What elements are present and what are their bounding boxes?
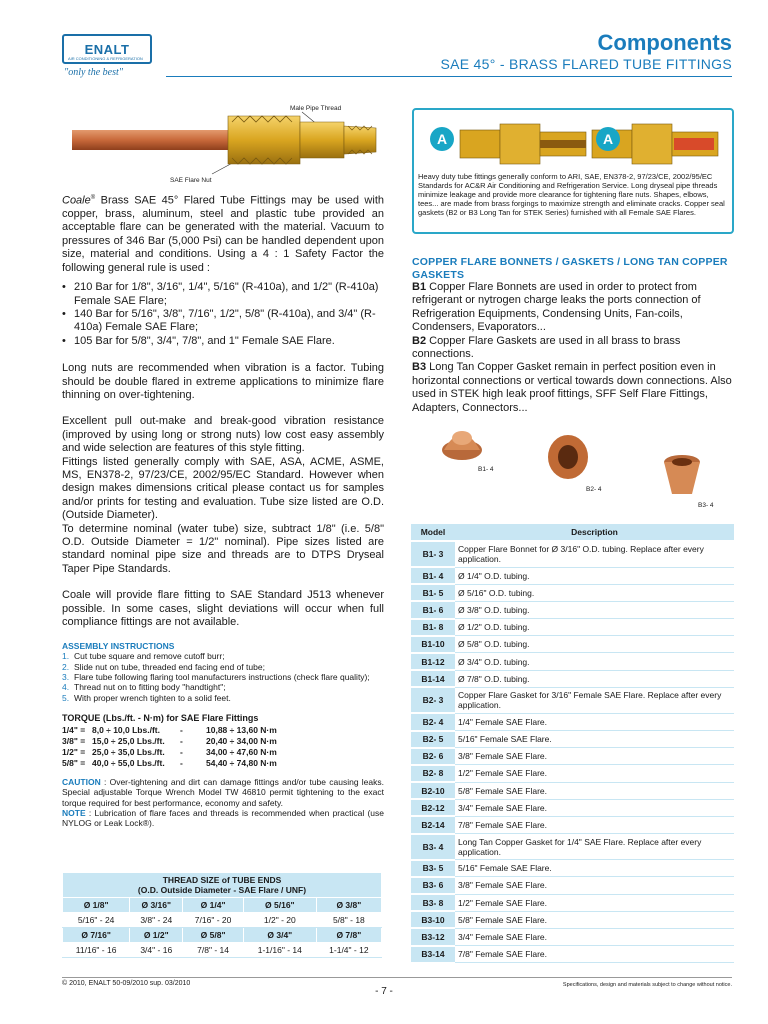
header-rule [166, 76, 732, 77]
model-row [411, 894, 734, 911]
model-code: B1- 3 [411, 541, 455, 567]
long-nuts-paragraph: Long nuts are recommended when vibration is a factor. Tubing should be double flared in extreme applications to minimize flare thinning on over-tightening. [62, 362, 384, 401]
model-row [411, 653, 734, 670]
model-code: B1- 8 [411, 619, 455, 636]
model-code: B3- 4 [411, 834, 455, 860]
fitting-cutaway-image [454, 118, 594, 170]
model-code: B2- 5 [411, 731, 455, 748]
b1-paragraph: B1 Copper Flare Bonnets are used in order to protect from refrigerant or nytrogen charge leaks the ports connection of Refrigeration Equipments, Condensing Units, Fan-coils, Condensers, Evaporators... [412, 281, 701, 334]
coale-brand: Coale [62, 194, 91, 207]
pressure-list [62, 281, 384, 348]
gaskets-heading: COPPER FLARE BONNETS / GASKETS / LONG TAN COPPER GASKETS [412, 256, 728, 281]
model-description: 3/8" Female SAE Flare. [455, 748, 734, 765]
enalt-logo [62, 34, 158, 82]
b1-image-label: B1- 4 [478, 466, 494, 473]
bonnet-image [440, 424, 484, 462]
flare-nut-label: SAE Flare Nut [170, 177, 212, 184]
model-table-body [411, 541, 734, 963]
model-row [411, 601, 734, 618]
model-code: B2- 4 [411, 713, 455, 730]
pressure-item: • 105 Bar for 5/8", 3/4", 7/8", and 1" Female SAE Flare. [62, 335, 384, 348]
model-description: Ø 1/4" O.D. tubing. [455, 567, 734, 584]
b2-paragraph: B2 Copper Flare Gaskets are used in all brass to brass connections. [412, 334, 681, 361]
model-row [411, 713, 734, 730]
intro-paragraph [62, 192, 384, 275]
badge-a: A [596, 127, 620, 151]
model-code: B1- 4 [411, 567, 455, 584]
model-row [411, 670, 734, 687]
assembly-step: 1. Cut tube square and remove cutoff burr; [62, 651, 225, 662]
nominal-size-paragraph: To determine nominal (water tube) size, subtract 1/8" (i.e. 5/8" O.D. Outside Diameter = 1/2" nominal). Pipe sizes listed are standard nominal pipe size and threads are to DTPS Dryseal Taper Pipe Standards. [62, 522, 384, 575]
thread-size-table [62, 872, 382, 958]
flare-fitting-illustration [62, 100, 382, 190]
male-thread-label: Male Pipe Thread [290, 105, 342, 112]
assembly-step: 4. Thread nut on to fitting body "handtight"; [62, 682, 226, 693]
thread-row: 5/16" - 24 3/8" - 24 7/16" - 20 1/2" - 20 5/8" - 18 [63, 913, 382, 928]
info-box-text: Heavy duty tube fittings generally conform to ARI, SAE, EN378-2, 97/23/CE, 2002/95/EC Standards for AC&R Air Conditioning and Refrigeration Service. Long dryseal pipe threads minimize leakage and provide more clearance for tightening flare nuts. Shapes, elbows, tees... are made from brass forgings to maximize strength and eliminate cracks. Copper seal gaskets (B2 or B3 Long Tan for STEK Series) furnished with all Female SAE Flares. [418, 172, 725, 217]
model-row [411, 636, 734, 653]
model-row [411, 799, 734, 816]
model-row [411, 619, 734, 636]
model-code: B3- 6 [411, 877, 455, 894]
right-column [412, 256, 734, 415]
logo-box [62, 34, 152, 64]
torque-row: 3/8" = 15,0 ÷ 25,0 Lbs./ft. - 20,40 ÷ 34,00 N·m [62, 735, 277, 746]
registered-mark: ® [90, 195, 96, 201]
page-title: Components [597, 30, 732, 55]
torque-title: TORQUE (Lbs./ft. - N·m) for SAE Flare Fittings [62, 712, 259, 723]
model-description: 7/8" Female SAE Flare. [455, 946, 734, 963]
model-description: 5/8" Female SAE Flare. [455, 782, 734, 799]
b3-paragraph: B3 Long Tan Copper Gasket remain in perfect position even in horizontal connections or vertical towards down connections. Also used in STEK high leak proof fittings, SFF Self Flare Fittings, Adapters, Connectors... [412, 361, 732, 414]
model-description: 3/4" Female SAE Flare. [455, 928, 734, 945]
model-code: B2- 6 [411, 748, 455, 765]
model-description: 5/16" Female SAE Flare. [455, 731, 734, 748]
model-description: 3/8" Female SAE Flare. [455, 877, 734, 894]
model-code: B2-14 [411, 816, 455, 833]
model-code: B3-10 [411, 911, 455, 928]
model-code: B2- 8 [411, 765, 455, 782]
gasket-images [412, 420, 734, 516]
page-subtitle: SAE 45° - BRASS FLARED TUBE FITTINGS [440, 56, 732, 72]
torque-table [62, 725, 384, 769]
torque-row: 1/2" = 25,0 ÷ 35,0 Lbs./ft. - 34,00 ÷ 47,60 N·m [62, 746, 277, 757]
assembly-title: ASSEMBLY INSTRUCTIONS [62, 641, 175, 652]
model-row [411, 834, 734, 860]
model-row [411, 731, 734, 748]
thread-table-title: THREAD SIZE of TUBE ENDS (O.D. Outside Diameter - SAE Flare / UNF) [63, 873, 382, 898]
model-description: Ø 1/2" O.D. tubing. [455, 619, 734, 636]
long-tan-gasket-image [662, 454, 702, 498]
footer-copyright: © 2010, ENALT 50-09/2010 sup. 03/2010 [62, 980, 191, 987]
model-row [411, 946, 734, 963]
model-description: 1/4" Female SAE Flare. [455, 713, 734, 730]
model-description: 3/4" Female SAE Flare. [455, 799, 734, 816]
assembly-steps [62, 651, 384, 702]
model-description: 1/2" Female SAE Flare. [455, 894, 734, 911]
model-row [411, 928, 734, 945]
model-row [411, 687, 734, 713]
model-code: B2-12 [411, 799, 455, 816]
description-header: Description [455, 524, 734, 541]
model-row [411, 748, 734, 765]
note-label: NOTE [62, 807, 86, 818]
model-row [411, 877, 734, 894]
b2-image-label: B2- 4 [586, 486, 602, 493]
heavy-duty-info-box [412, 108, 734, 234]
model-code: B2-10 [411, 782, 455, 799]
diameter-row: Ø 1/8" Ø 3/16" Ø 1/4" Ø 5/16" Ø 3/8" [63, 898, 382, 913]
assembly-step: 3. Flare tube following flaring tool manufacturers instructions (check flare quality); [62, 672, 370, 683]
model-description: Ø 5/16" O.D. tubing. [455, 584, 734, 601]
torque-row: 5/8" = 40,0 ÷ 55,0 Lbs./ft. - 54,40 ÷ 74,80 N·m [62, 757, 277, 768]
pull-out-paragraph: Excellent pull out-make and break-good vibration resistance (improved by using long or strong nuts) low cost easy assembly and wide selection are features of this style fitting. [62, 415, 384, 455]
caution-label: CAUTION [62, 776, 101, 787]
logo-tagline: "only the best" [64, 67, 123, 78]
model-description: Copper Flare Gasket for 3/16" Female SAE Flare. Replace after every application. [455, 687, 734, 713]
gasket-image [546, 434, 590, 480]
model-row [411, 765, 734, 782]
model-row [411, 816, 734, 833]
model-row [411, 911, 734, 928]
model-description: Long Tan Copper Gasket for 1/4" SAE Flare. Replace after every application. [455, 834, 734, 860]
torque-row: 1/4" = 8,0 ÷ 10,0 Lbs./ft. - 10,88 ÷ 13,60 N·m [62, 724, 277, 735]
caution-paragraph: CAUTION : Over-tightening and dirt can damage fittings and/or tube causing leaks. Special adjustable Torque Wrench Model TW 46810 permit tightening to the exact torque required for best performance, economy and safety. [62, 776, 384, 808]
model-description: Ø 5/8" O.D. tubing. [455, 636, 734, 653]
model-description: 1/2" Female SAE Flare. [455, 765, 734, 782]
model-row [411, 584, 734, 601]
model-code: B2- 3 [411, 687, 455, 713]
model-description: 5/8" Female SAE Flare. [455, 911, 734, 928]
assembly-step: 2. Slide nut on tube, threaded end facing end of tube; [62, 661, 265, 672]
coale-paragraph: Coale will provide flare fitting to SAE Standard J513 whenever possible. In some cases, slight deviations will occur when full compliance fittings are not available. [62, 589, 384, 629]
model-code: B1- 5 [411, 584, 455, 601]
compliance-paragraph: Fittings listed generally comply with SAE, ASA, ACME, ASME, MS, EN378-2, 97/23/CE, 2002/95/EC Standard. However when design makes dimensions critical please contact us for samples and/or prints for testing and evaluation. Tube size listed are O.D. (Outside Diameter). [62, 455, 384, 522]
diameter-row: Ø 7/16" Ø 1/2" Ø 5/8" Ø 3/4" Ø 7/8" [63, 928, 382, 943]
model-code: B3- 8 [411, 894, 455, 911]
model-code: B3-14 [411, 946, 455, 963]
model-description: 7/8" Female SAE Flare. [455, 816, 734, 833]
footer-disclaimer: Specifications, design and materials subject to change without notice. [562, 982, 732, 988]
left-column [62, 192, 384, 828]
model-row [411, 860, 734, 877]
model-description: 5/16" Female SAE Flare. [455, 860, 734, 877]
badge-a: A [430, 127, 454, 151]
logo-brand: ENALT [84, 41, 130, 57]
model-description: Ø 3/4" O.D. tubing. [455, 653, 734, 670]
logo-subtitle: AIR CONDITIONING & REFRIGERATION [68, 56, 143, 61]
model-code: B1-12 [411, 653, 455, 670]
model-code: B1-10 [411, 636, 455, 653]
model-code: B1-14 [411, 670, 455, 687]
model-table [411, 524, 734, 964]
model-code: B3- 5 [411, 860, 455, 877]
model-code: B1- 6 [411, 601, 455, 618]
b3-image-label: B3- 4 [698, 502, 714, 509]
model-header: Model [411, 524, 455, 541]
model-row [411, 567, 734, 584]
thread-row: 11/16" - 16 3/4" - 16 7/8" - 14 1-1/16" - 14 1-1/4" - 12 [63, 943, 382, 958]
pressure-item: • 140 Bar for 5/16", 3/8", 7/16", 1/2", 5/8" (R-410a), and 3/4" (R-410a) Female SAE Flare; [62, 308, 384, 335]
page-number: - 7 - [375, 986, 393, 997]
model-row [411, 782, 734, 799]
note-paragraph: NOTE : Lubrication of flare faces and threads is recommended when practical (use NYLOG or Leak Lock®). [62, 807, 384, 829]
assembly-step: 5. With proper wrench tighten to a solid feet. [62, 692, 231, 703]
model-description: Ø 7/8" O.D. tubing. [455, 670, 734, 687]
model-description: Copper Flare Bonnet for Ø 3/16" O.D. tubing. Replace after every application. [455, 541, 734, 567]
model-row [411, 541, 734, 567]
intro-text: Brass SAE 45° Flared Tube Fittings may be used with copper, brass, aluminum, steel and plastic tube provided an acceptable flare can be generated with the material. Vacuum to pressures of 346 Bar (5,000 Psi) can be handled dependent upon size, material and conditions. Using a 4 : 1 Safety Factor the following general rule is used : [62, 194, 384, 274]
model-code: B3-12 [411, 928, 455, 945]
pressure-item: • 210 Bar for 1/8", 3/16", 1/4", 5/16" (R-410a), and 1/2" (R-410a) Female SAE Flare; [62, 281, 384, 308]
footer-rule [62, 977, 732, 978]
model-description: Ø 3/8" O.D. tubing. [455, 601, 734, 618]
